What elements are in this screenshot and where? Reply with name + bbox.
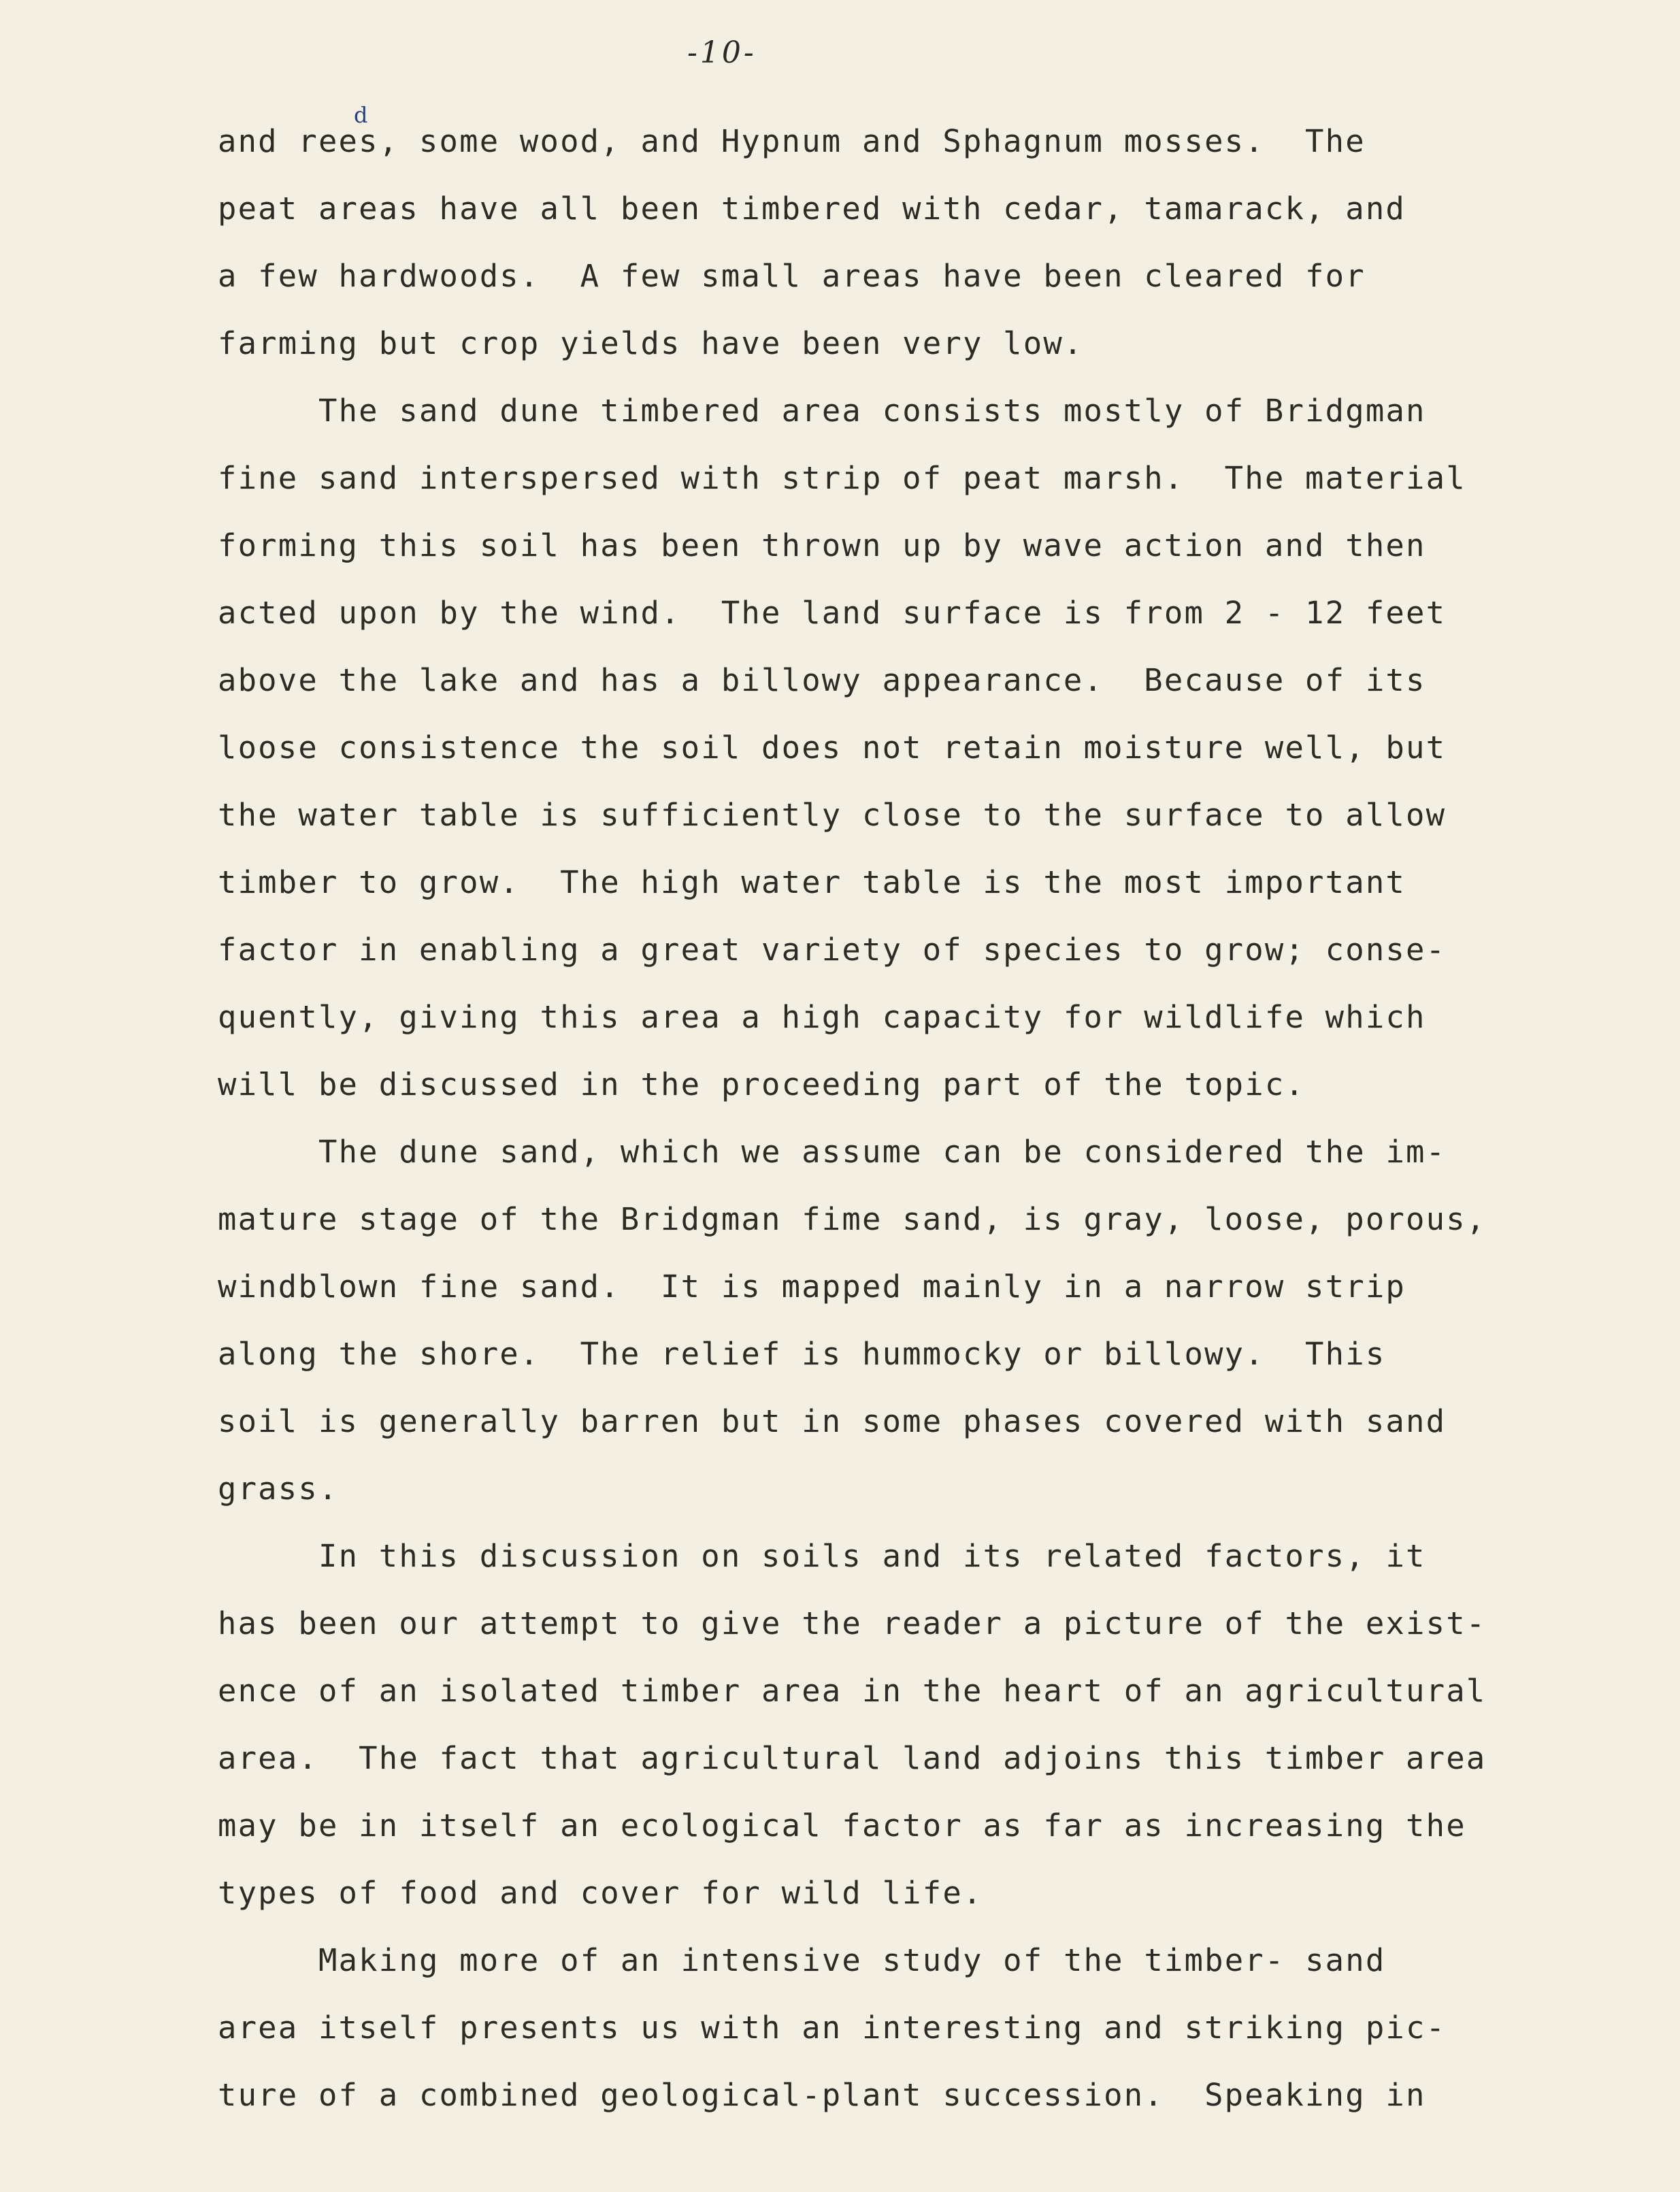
page-number: -10- xyxy=(687,35,757,70)
text-line: ence of an isolated timber area in the heart of an agricultural xyxy=(218,1673,1487,1709)
text-line: acted upon by the wind. The land surface is from 2 - 12 feet xyxy=(218,595,1447,631)
text-line: has been our attempt to give the reader a picture of the exist- xyxy=(218,1605,1487,1641)
text-line: a few hardwoods. A few small areas have been cleared for xyxy=(218,258,1366,294)
text-line: area itself presents us with an interesting and striking pic- xyxy=(218,2010,1447,2046)
handwritten-annotation: d xyxy=(354,102,368,128)
text-line: timber to grow. The high water table is the most important xyxy=(218,864,1406,900)
text-line: along the shore. The relief is hummocky or billowy. This xyxy=(218,1336,1386,1372)
text-line: quently, giving this area a high capacity for wildlife which xyxy=(218,999,1426,1035)
text-line: peat areas have all been timbered with cedar, tamarack, and xyxy=(218,191,1406,227)
text-line: windblown fine sand. It is mapped mainly in a narrow strip xyxy=(218,1269,1406,1305)
text-line: The dune sand, which we assume can be considered the im- xyxy=(318,1134,1447,1170)
text-line: above the lake and has a billowy appearance. Because of its xyxy=(218,662,1426,698)
text-line: the water table is sufficiently close to the surface to allow xyxy=(218,797,1447,833)
text-line: may be in itself an ecological factor as far as increasing the xyxy=(218,1807,1466,1844)
text-line: factor in enabling a great variety of species to grow; conse- xyxy=(218,932,1447,968)
text-line: types of food and cover for wild life. xyxy=(218,1875,983,1911)
text-line: ture of a combined geological-plant succession. Speaking in xyxy=(218,2077,1426,2113)
text-line: mature stage of the Bridgman fime sand, is gray, loose, porous, xyxy=(218,1201,1487,1237)
text-line: and rees, some wood, and Hypnum and Sphagnum mosses. The xyxy=(218,123,1366,159)
text-line: soil is generally barren but in some phases covered with sand xyxy=(218,1403,1447,1439)
text-line: Making more of an intensive study of the timber- sand xyxy=(318,1942,1386,1978)
text-line: grass. xyxy=(218,1471,339,1507)
text-line: fine sand interspersed with strip of peat marsh. The material xyxy=(218,460,1466,496)
text-line: loose consistence the soil does not retain moisture well, but xyxy=(218,730,1447,766)
text-line: The sand dune timbered area consists mostly of Bridgman xyxy=(318,393,1426,429)
text-line: In this discussion on soils and its related factors, it xyxy=(318,1538,1426,1574)
text-line: area. The fact that agricultural land adjoins this timber area xyxy=(218,1740,1487,1776)
text-line: will be discussed in the proceeding part of the topic. xyxy=(218,1066,1306,1102)
text-line: farming but crop yields have been very low. xyxy=(218,325,1084,361)
text-line: forming this soil has been thrown up by wave action and then xyxy=(218,527,1426,563)
